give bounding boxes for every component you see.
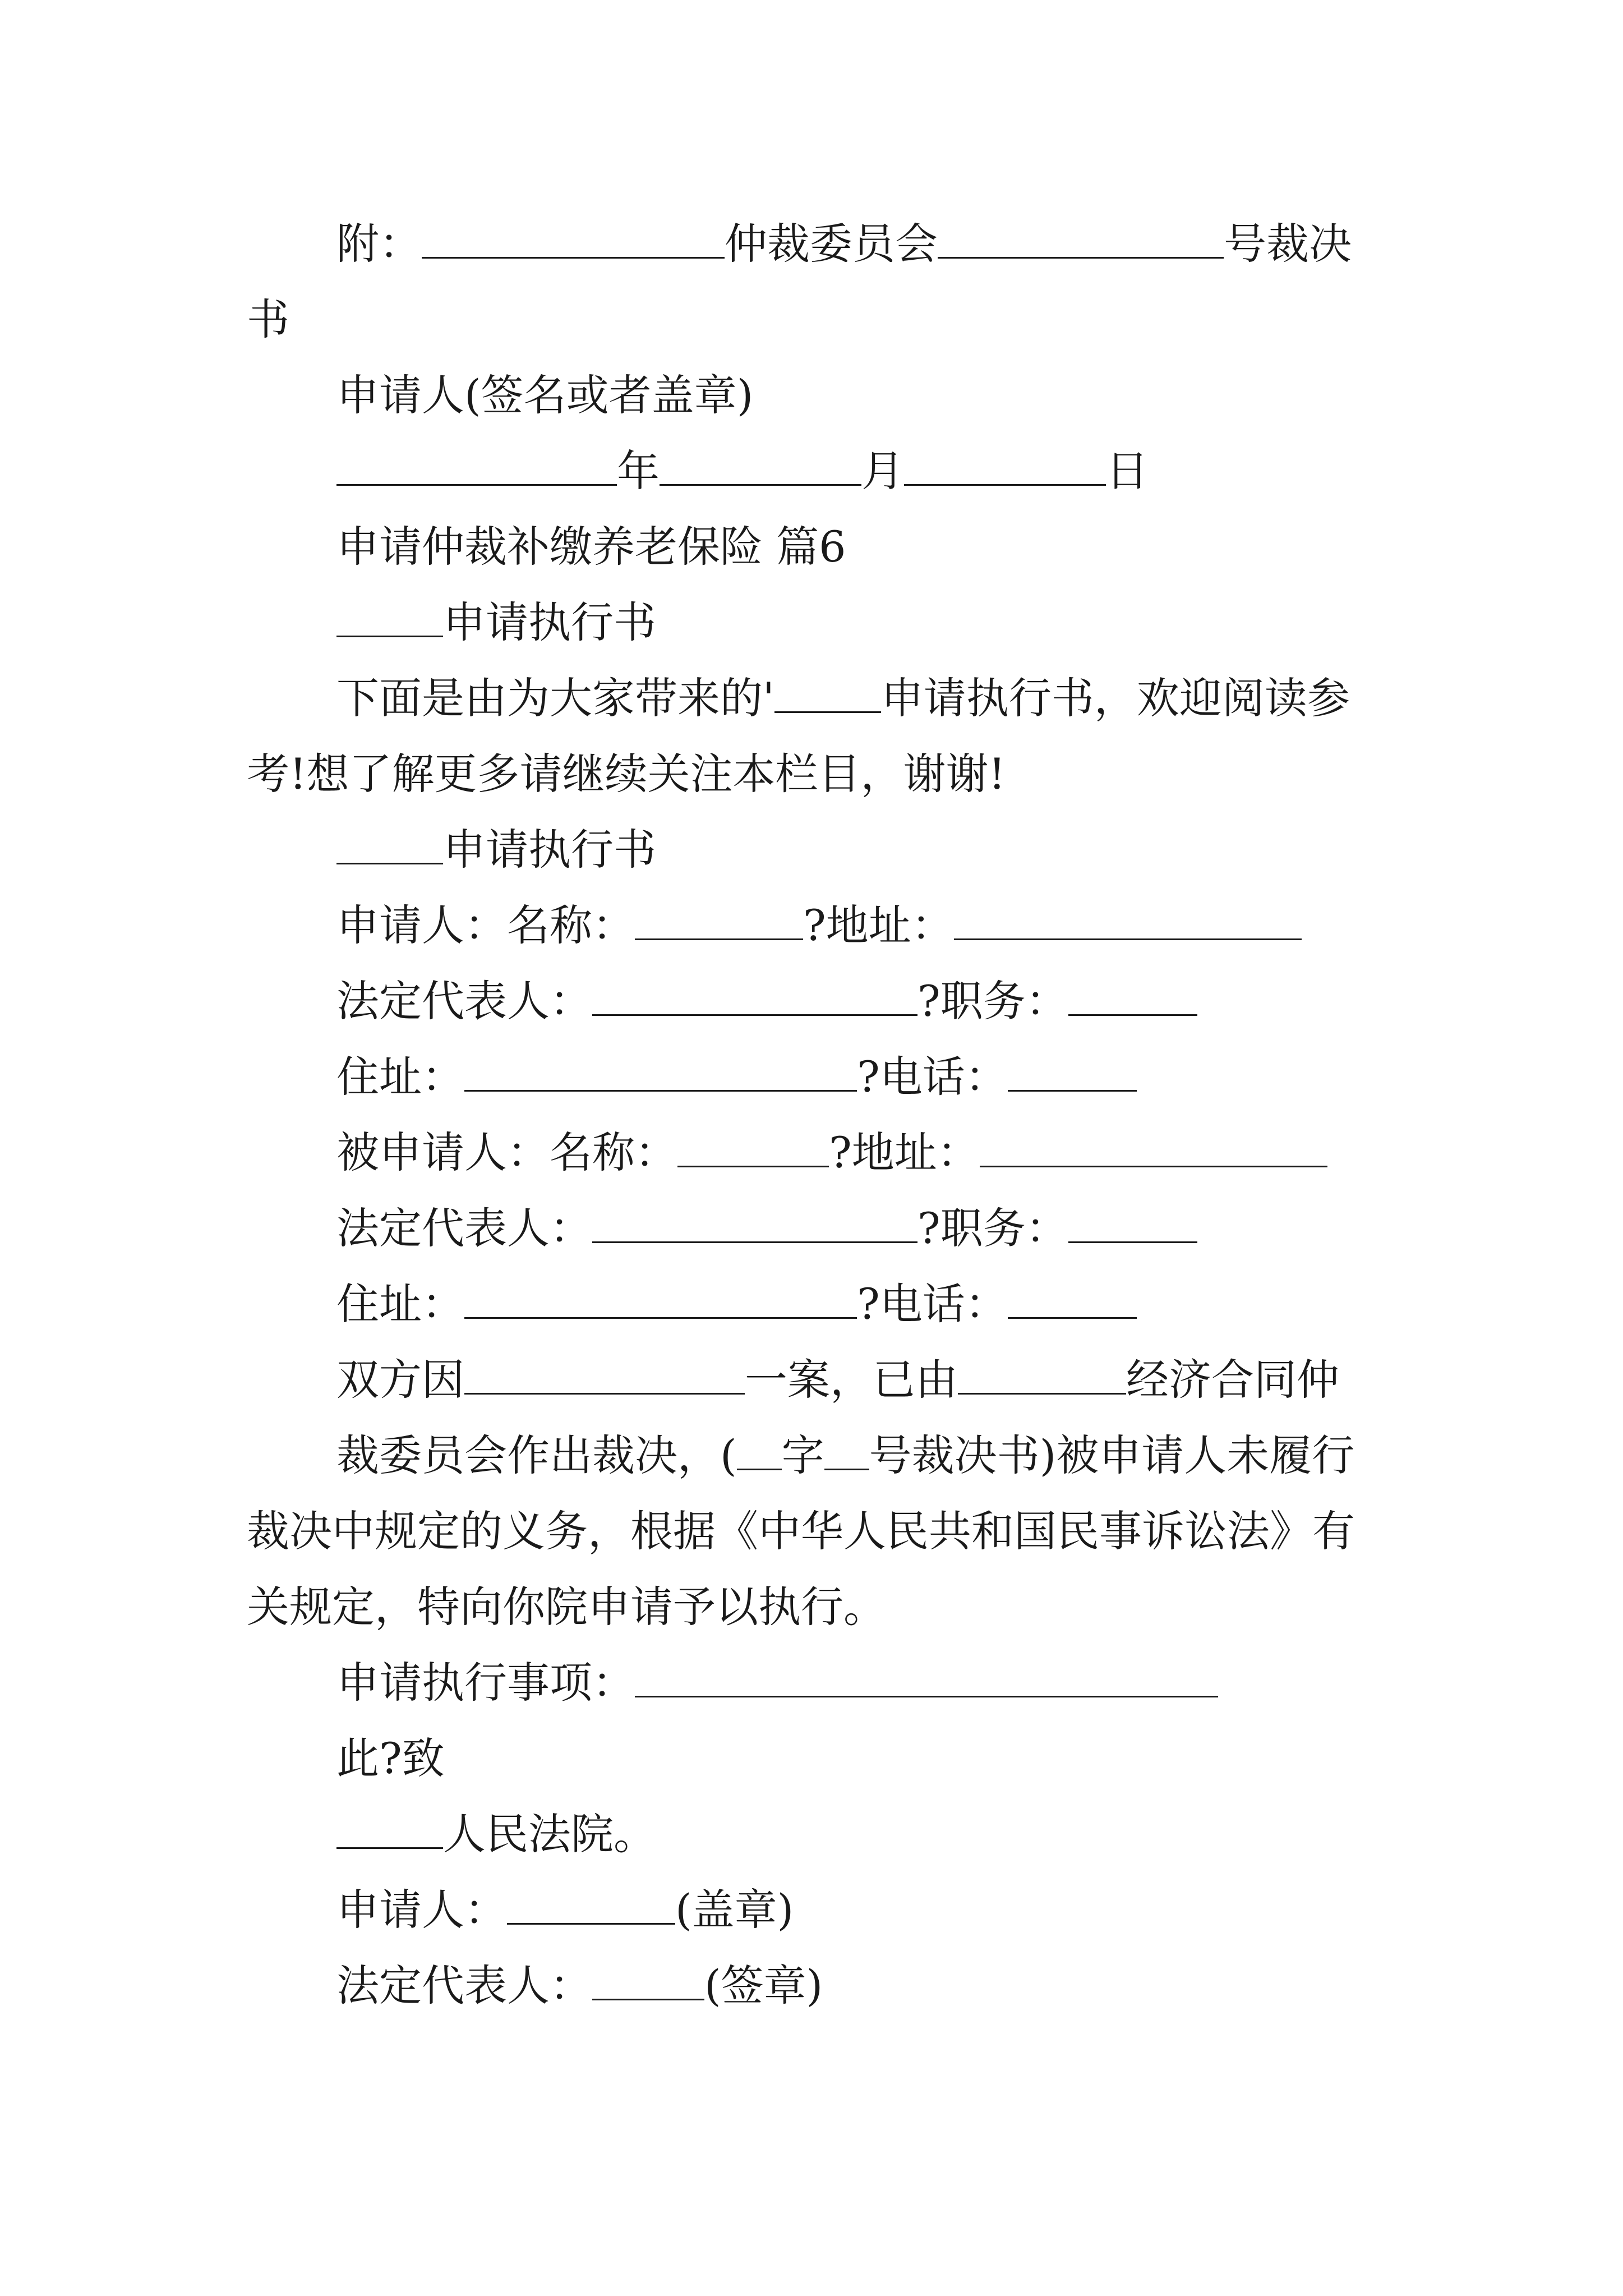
title-text: 申请执行书 [443, 597, 656, 647]
field-label: 申请人： [336, 1885, 507, 1935]
date-line [336, 443, 1149, 499]
court-line [336, 1806, 656, 1862]
blank-field [1068, 975, 1197, 1016]
attachment-line [336, 216, 1352, 272]
blank-field [336, 596, 443, 637]
body-text: 裁委员会作出裁决，( [336, 1430, 737, 1480]
field-label: ?职务： [917, 976, 1068, 1026]
matters-line [336, 1655, 1218, 1711]
body-text: 双方因 [336, 1355, 464, 1405]
applicant-line [336, 898, 1302, 954]
address-line-1 [336, 1049, 1137, 1105]
blank-field [1068, 1202, 1197, 1243]
blank-field [507, 1884, 675, 1925]
blank-field [336, 445, 617, 486]
blank-field [958, 1354, 1126, 1395]
field-label: (签章) [704, 1961, 823, 2010]
legal-rep-sign-line [336, 1958, 823, 2014]
blank-field [592, 1202, 917, 1243]
intro-line-1 [336, 670, 1350, 726]
section-heading: 申请仲裁补缴养老保险 篇6 [336, 522, 846, 572]
field-label: (盖章) [675, 1885, 794, 1935]
field-label: 申请人：名称： [336, 900, 635, 950]
body-text: 一案，已由 [745, 1355, 958, 1405]
field-label: ?地址： [803, 900, 954, 950]
blank-field [980, 1126, 1327, 1167]
blank-field [774, 672, 881, 713]
field-label: 法定代表人： [336, 1203, 592, 1253]
month-label: 月 [861, 446, 904, 496]
body-text: 号裁决书)被申请人未履行 [869, 1430, 1355, 1480]
blank-field [635, 899, 803, 940]
body-text: 经济合同仲 [1126, 1355, 1339, 1405]
body-line-4: 关规定，特向你院申请予以执行。 [247, 1582, 886, 1632]
blank-field [904, 445, 1106, 486]
blank-field [954, 899, 1302, 940]
ruling-no-label: 号裁决 [1224, 219, 1352, 269]
field-label: 住址： [336, 1052, 464, 1102]
body-line-3: 裁决中规定的义务，根据《中华人民共和国民事诉讼法》有 [247, 1506, 1355, 1556]
title-line-2 [336, 822, 656, 878]
blank-field [677, 1126, 829, 1167]
blank-field [464, 1051, 857, 1092]
blank-field [737, 1429, 782, 1470]
intro-text: 申请执行书，欢迎阅读参 [880, 673, 1350, 723]
blank-field [938, 218, 1224, 259]
body-text: 字 [781, 1430, 824, 1480]
applicant-signature-line: 申请人(签名或者盖章) [336, 370, 754, 420]
blank-field [464, 1354, 745, 1395]
field-label: 法定代表人： [336, 976, 592, 1026]
blank-field [1008, 1051, 1137, 1092]
body-line-2 [336, 1428, 1354, 1484]
blank-field [592, 1959, 704, 2000]
applicant-sign-line [336, 1882, 794, 1938]
blank-field [422, 218, 725, 259]
blank-field [635, 1657, 1218, 1697]
blank-field [824, 1429, 869, 1470]
blank-field [1008, 1278, 1137, 1319]
title-line-1 [336, 595, 656, 651]
blank-field [592, 975, 917, 1016]
field-label: ?电话： [857, 1279, 1008, 1329]
address-line-2 [336, 1276, 1137, 1332]
salutation-line: 此?致 [336, 1733, 445, 1783]
legal-rep-line-2 [336, 1200, 1197, 1257]
committee-label: 仲裁委员会 [725, 219, 938, 269]
field-label: ?职务： [917, 1203, 1068, 1253]
field-label: ?地址： [829, 1128, 980, 1177]
blank-field [660, 445, 861, 486]
court-text: 人民法院。 [443, 1809, 656, 1859]
intro-text: 下面是由为大家带来的' [336, 673, 774, 723]
field-label: 住址： [336, 1279, 464, 1329]
field-label: 法定代表人： [336, 1961, 592, 2010]
blank-field [336, 823, 443, 864]
day-label: 日 [1106, 446, 1149, 496]
field-label: ?电话： [857, 1052, 1008, 1102]
attachment-label: 附： [336, 219, 422, 269]
field-label: 申请执行事项： [336, 1658, 635, 1708]
body-line-1 [336, 1352, 1339, 1408]
title-text: 申请执行书 [443, 825, 656, 875]
legal-rep-line-1 [336, 973, 1197, 1029]
intro-line-2: 考!想了解更多请继续关注本栏目，谢谢! [247, 749, 1006, 799]
blank-field [336, 1808, 443, 1849]
field-label: 被申请人：名称： [336, 1128, 677, 1177]
respondent-line [336, 1125, 1327, 1181]
blank-field [464, 1278, 857, 1319]
year-label: 年 [617, 446, 660, 496]
attachment-line-cont: 书 [247, 295, 289, 344]
